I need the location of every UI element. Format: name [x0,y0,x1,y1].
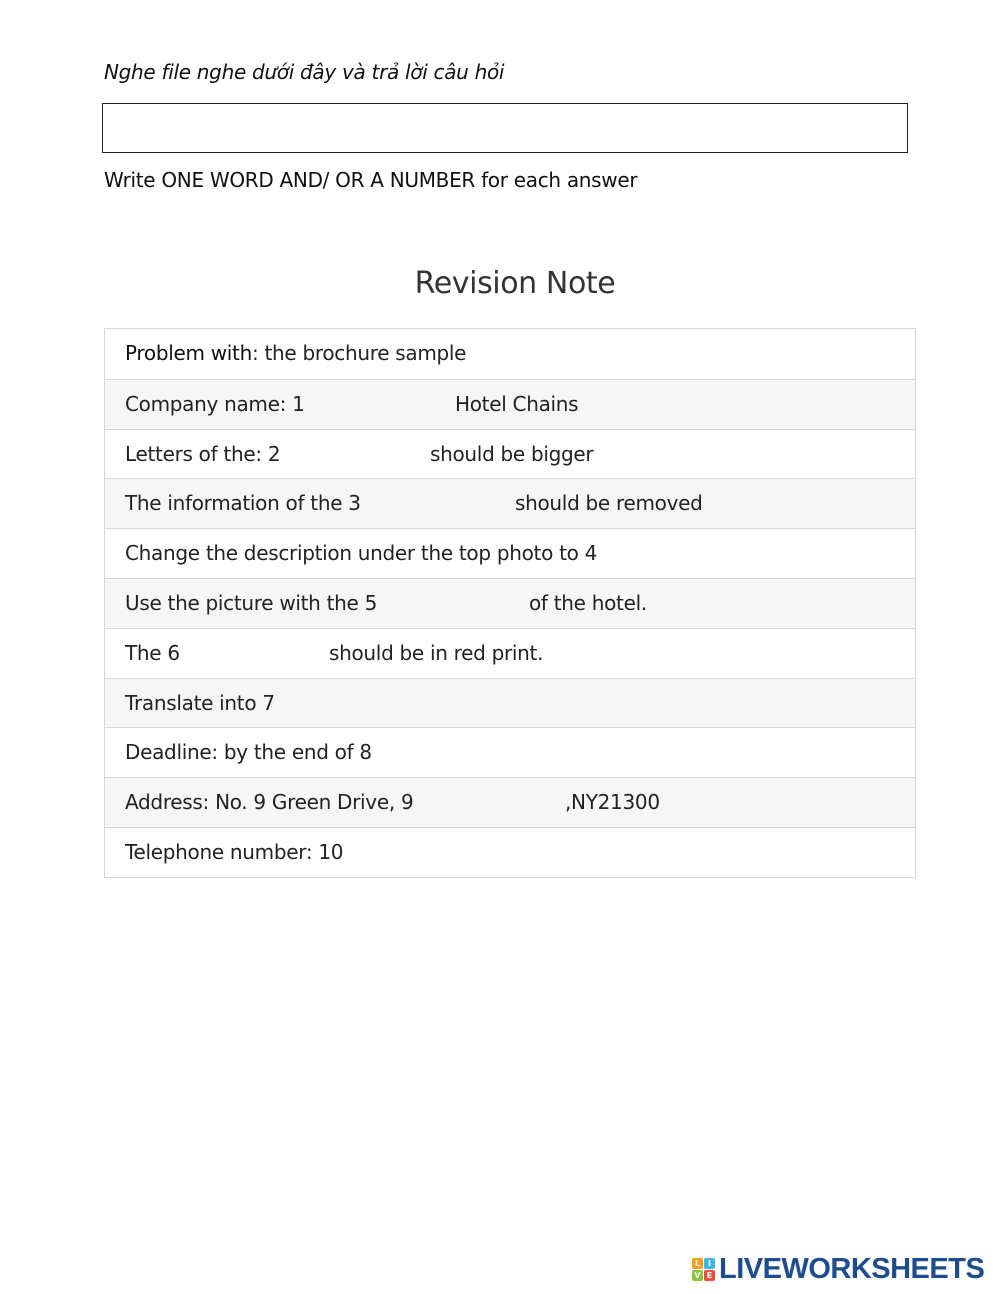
table-row [105,678,915,728]
row-after-text: should be removed [515,491,703,516]
row-text: No. 9 Green Drive, [215,790,395,815]
row-label: Problem with [125,341,252,365]
logo-mark-l: L [692,1258,703,1269]
logo-text: LIVEWORKSHEETS [719,1252,985,1285]
row-label: The 6 [125,640,180,665]
row-text: by the end of [223,740,354,765]
audio-player-box[interactable] [102,103,908,153]
question-number: 5 [364,590,378,615]
row-after-text: of the hotel. [529,590,647,615]
logo-mark-i: I [704,1258,715,1269]
row-label: The information of the 3 [125,491,361,516]
row-text: : the brochure sample [251,341,467,365]
table-row [105,727,915,777]
table-row [105,379,915,429]
table-row [105,329,915,379]
row-text: under the top photo to [357,541,579,566]
logo-mark-icon [692,1258,715,1281]
row-label: Translate into 7 [125,690,275,715]
row-text: with the [279,590,359,615]
question-number: 4 [584,541,598,566]
revision-note-table [104,328,916,878]
row-after-text: Hotel Chains [455,391,579,416]
table-row [105,528,915,578]
row-after-text: should be bigger [430,441,594,466]
question-number: : 10 [305,839,344,864]
row-label: Change the description [125,541,352,566]
instruction-vietnamese: Nghe file nghe dưới đây và trả lời câu hỏi [104,60,505,84]
row-after-text: should be in red print. [329,640,544,665]
row-label: Company name [125,391,280,416]
table-row [105,578,915,628]
question-number: : 2 [255,441,281,466]
row-label: Letters of the [125,441,256,466]
logo-mark-v: V [692,1270,703,1281]
table-row [105,777,915,827]
logo-mark-e: E [704,1270,715,1281]
row-after-text: ,NY21300 [565,790,660,815]
row-label: Telephone number [125,839,306,864]
revision-note-title: Revision Note [414,266,616,301]
row-label: Deadline: [125,740,218,765]
table-row [105,628,915,678]
liveworksheets-logo [692,1253,984,1285]
table-row [105,429,915,479]
question-number: 9 [400,790,414,815]
question-number: : 1 [279,391,305,416]
row-label: Address: [125,790,209,815]
question-number: 8 [359,740,372,765]
table-row [105,827,915,877]
row-label: Use the picture [125,590,274,615]
instruction-english: Write ONE WORD AND/ OR A NUMBER for each answer [104,168,638,192]
table-row [105,478,915,528]
